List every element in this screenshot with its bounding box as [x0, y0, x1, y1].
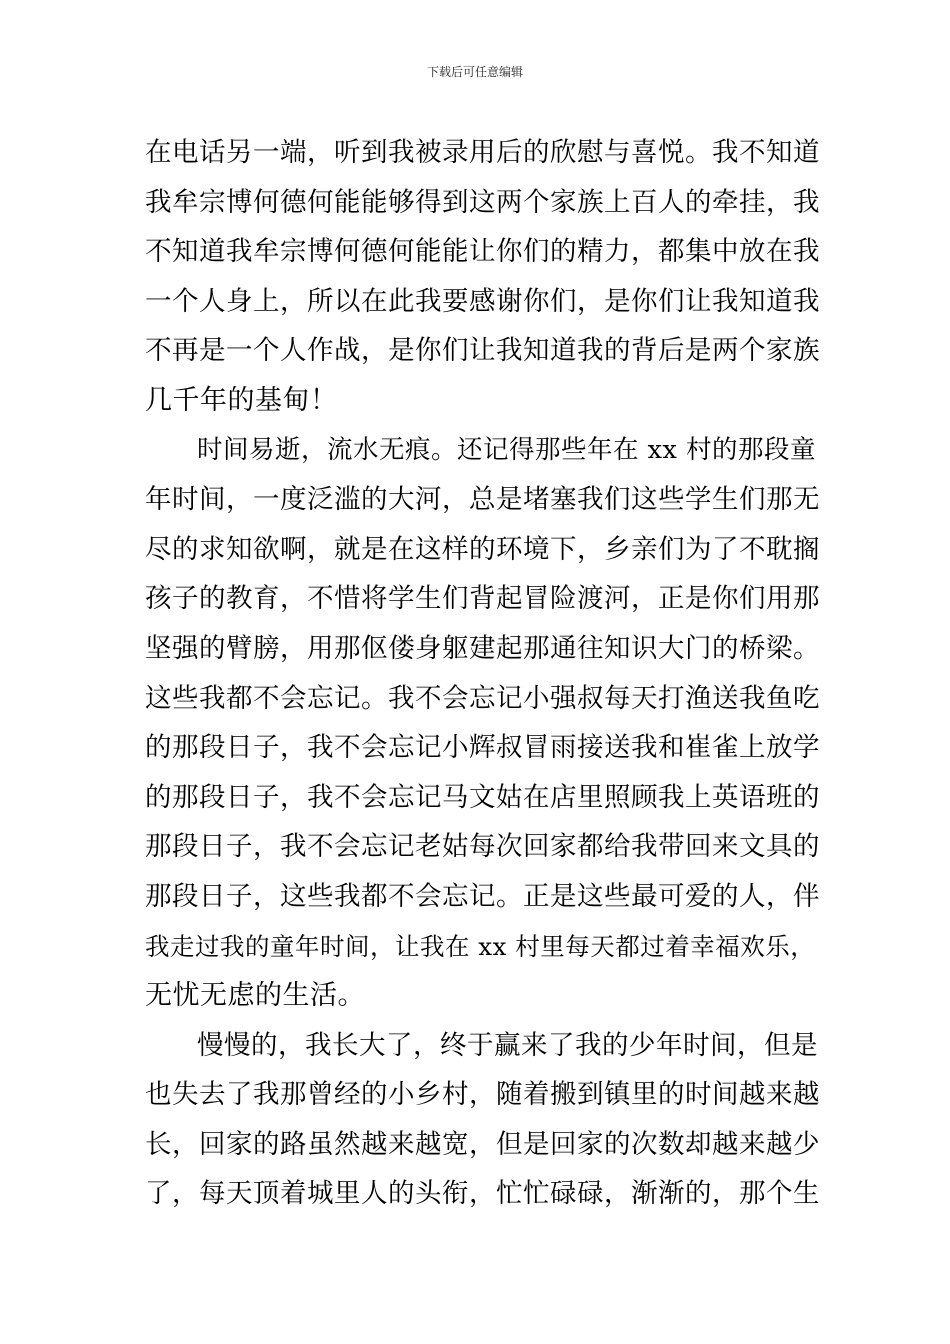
text-line: 几千年的基甸！: [145, 384, 338, 416]
text-line: 孩子的教育，不惜将学生们背起冒险渡河，正是你们用那: [145, 583, 820, 615]
text-line: 的那段日子，我不会忘记小辉叔冒雨接送我和崔雀上放学: [145, 732, 820, 764]
text-line: 的那段日子，我不会忘记马文姑在店里照顾我上英语班的: [145, 781, 820, 813]
text-line: 时间易逝，流水无痕。还记得那些年在 xx 村的那段童: [197, 434, 816, 465]
text-line: 一个人身上，所以在此我要感谢你们，是你们让我知道我: [145, 285, 820, 317]
text-line: 了，每天顶着城里人的头衔，忙忙碌碌，渐渐的，那个生: [145, 1178, 820, 1210]
text-line: 那段日子，这些我都不会忘记。正是这些最可爱的人，伴: [145, 880, 820, 912]
text-line: 坚强的臂膀，用那伛偻身躯建起那通往知识大门的桥梁。: [145, 632, 820, 664]
text-line: 无忧无虑的生活。: [145, 980, 365, 1012]
text-line: 年时间，一度泛滥的大河，总是堵塞我们这些学生们那无: [145, 484, 820, 516]
text-line: 不知道我牟宗博何德何能能让你们的精力，都集中放在我: [145, 236, 820, 268]
text-line: 也失去了我那曾经的小乡村，随着搬到镇里的时间越来越: [145, 1079, 820, 1111]
page-header: 下载后可任意编辑: [426, 65, 523, 79]
text-line: 慢慢的，我长大了，终于赢来了我的少年时间，但是: [197, 1029, 818, 1061]
text-line: 我走过我的童年时间，让我在 xx 村里每天都过着幸福欢乐，: [145, 931, 816, 961]
text-line: 这些我都不会忘记。我不会忘记小强叔每天打渔送我鱼吃: [145, 682, 820, 714]
text-line: 长，回家的路虽然越来越宽，但是回家的次数却越来越少: [145, 1128, 820, 1160]
text-line: 在电话另一端，听到我被录用后的欣慰与喜悦。我不知道: [145, 137, 820, 168]
text-line: 我牟宗博何德何能能够得到这两个家族上百人的牵挂，我: [145, 186, 820, 218]
text-line: 尽的求知欲啊，就是在这样的环境下，乡亲们为了不耽搁: [145, 533, 820, 565]
text-line: 那段日子，我不会忘记老姑每次回家都给我带回来文具的: [145, 831, 820, 863]
text-line: 不再是一个人作战，是你们让我知道我的背后是两个家族: [145, 335, 820, 367]
body-text: [145, 128, 825, 1219]
